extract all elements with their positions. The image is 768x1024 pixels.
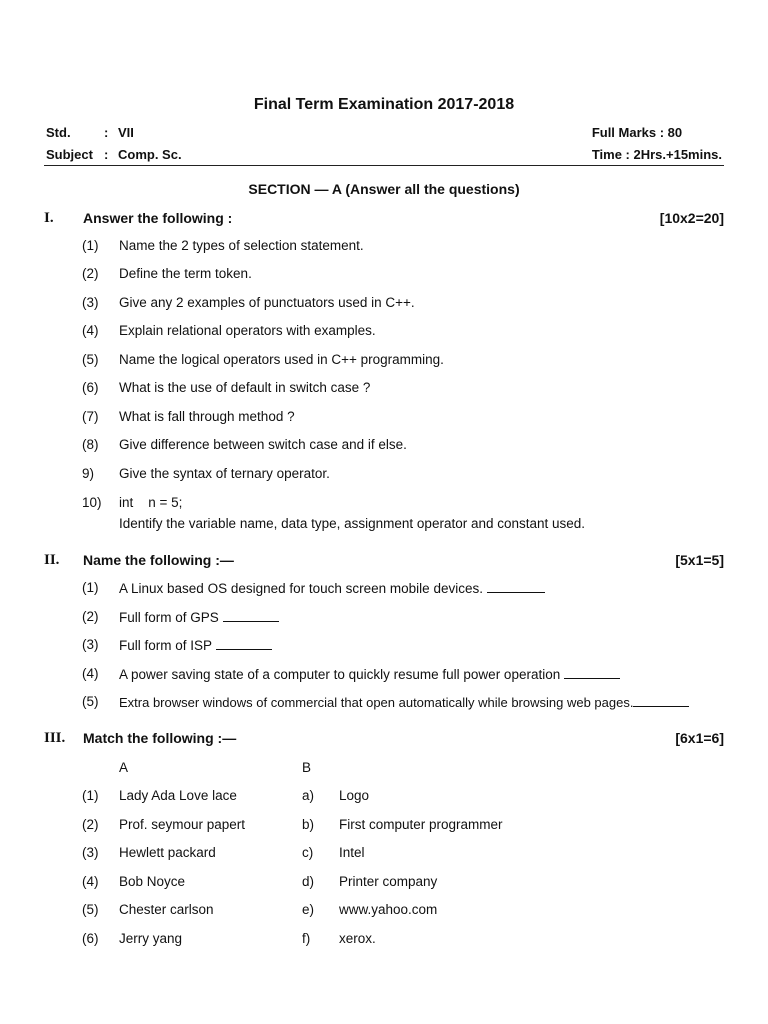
item-text: int n = 5; (119, 495, 183, 510)
item-number: (1) (82, 787, 99, 803)
question-1-item (82, 238, 364, 253)
item-text: What is the use of default in switch case ? (119, 380, 371, 395)
column-b-header: B (302, 759, 312, 775)
answer-blank (564, 666, 620, 679)
std-separator: : (104, 124, 109, 140)
item-text: Explain relational operators with examples. (119, 323, 376, 338)
match-row (82, 815, 503, 833)
question-2-item (82, 666, 620, 682)
question-1-item (82, 295, 415, 310)
column-b-entry: First computer programmer (339, 816, 503, 832)
exam-title: Final Term Examination 2017-2018 (253, 96, 515, 113)
question-1-marks: [10x2=20] (659, 210, 724, 226)
item-number: (5) (82, 901, 99, 917)
option-letter: a) (302, 787, 315, 803)
option-letter: b) (302, 816, 315, 832)
question-2-item (82, 637, 272, 653)
match-row (82, 786, 369, 804)
std-label: Std. (46, 124, 71, 140)
match-row (82, 843, 365, 861)
question-1-item (82, 323, 376, 338)
item-number: (3) (82, 844, 99, 860)
column-a-entry: Jerry yang (119, 930, 183, 946)
item-number: (1) (82, 580, 99, 595)
subject-separator: : (104, 146, 109, 162)
subject-row (46, 143, 182, 165)
column-b-entry: Printer company (339, 873, 438, 889)
column-b-entry: Intel (339, 844, 365, 860)
item-number: (2) (82, 609, 99, 624)
question-3-number: III. (44, 729, 66, 746)
item-text-wrap (119, 637, 272, 653)
header-divider (44, 165, 724, 166)
item-text: What is fall through method ? (119, 409, 295, 424)
item-number: (8) (82, 437, 99, 452)
item-text: Define the term token. (119, 266, 252, 281)
std-row (46, 121, 182, 143)
item-text: Give any 2 examples of punctuators used in C++. (119, 295, 415, 310)
match-row (82, 872, 437, 890)
column-a-entry: Prof. seymour papert (119, 816, 246, 832)
item-text-wrap (119, 580, 545, 596)
question-2-marks: [5x1=5] (675, 552, 724, 568)
std-value: VII (118, 124, 134, 140)
item-number: (6) (82, 930, 99, 946)
question-1-title: Answer the following : (83, 210, 233, 226)
question-2-heading (44, 550, 724, 570)
item-number: (6) (82, 380, 99, 395)
item-text-wrap (119, 666, 620, 682)
match-row (82, 900, 437, 918)
column-b-entry: xerox. (339, 930, 376, 946)
answer-blank (223, 609, 279, 622)
question-3-heading (44, 728, 724, 748)
item-number: (1) (82, 238, 99, 253)
question-1-item (82, 495, 182, 510)
question-1-item-continuation (119, 516, 585, 531)
column-b-entry: www.yahoo.com (339, 901, 438, 917)
subject-label: Subject (46, 146, 93, 162)
item-text: A Linux based OS designed for touch screen mobile devices. (119, 581, 483, 596)
item-number: (3) (82, 295, 99, 310)
column-a-header: A (119, 759, 129, 775)
question-1-item (82, 437, 407, 452)
question-1-number: I. (44, 209, 54, 226)
item-text-wrap (119, 609, 279, 625)
question-2-item (82, 580, 545, 596)
question-3-title: Match the following :— (83, 730, 237, 746)
section-title: SECTION — A (Answer all the questions) (248, 181, 520, 197)
column-a-entry: Hewlett packard (119, 844, 216, 860)
option-letter: d) (302, 873, 315, 889)
item-text: Extra browser windows of commercial that open automatically while browsing web pages. (119, 695, 634, 710)
item-text: Full form of ISP (119, 638, 212, 653)
item-number: (7) (82, 409, 99, 424)
item-text-wrap (119, 694, 689, 710)
item-number: 10) (82, 495, 102, 510)
item-number: (4) (82, 666, 99, 681)
match-row (82, 929, 376, 947)
column-b-entry: Logo (339, 787, 370, 803)
answer-blank (216, 637, 272, 650)
column-a-entry: Chester carlson (119, 901, 214, 917)
question-1-item (82, 409, 295, 424)
time-allowed: Time : 2Hrs.+15mins. (591, 146, 722, 162)
item-text: Identify the variable name, data type, assignment operator and constant used. (119, 516, 586, 531)
question-1-heading (44, 208, 724, 228)
answer-blank (487, 580, 545, 593)
item-number: (5) (82, 694, 99, 709)
question-2-number: II. (44, 551, 60, 568)
match-column-headers (82, 758, 311, 776)
option-letter: e) (302, 901, 315, 917)
answer-blank (633, 694, 689, 707)
item-text: Name the 2 types of selection statement. (119, 238, 364, 253)
header-right (592, 121, 722, 165)
item-text: Full form of GPS (119, 610, 219, 625)
item-number: (3) (82, 637, 99, 652)
question-2-title: Name the following :— (83, 552, 234, 568)
option-letter: c) (302, 844, 314, 860)
question-3-marks: [6x1=6] (675, 730, 724, 746)
item-text: A power saving state of a computer to quickly resume full power operation (119, 667, 561, 682)
header-left (46, 121, 182, 165)
item-text: Give difference between switch case and if else. (119, 437, 407, 452)
item-number: (2) (82, 816, 99, 832)
subject-value: Comp. Sc. (118, 146, 182, 162)
item-number: (4) (82, 323, 99, 338)
question-1-item (82, 352, 444, 367)
question-2-item (82, 609, 279, 625)
full-marks: Full Marks : 80 (591, 124, 683, 140)
item-text: Name the logical operators used in C++ programming. (119, 352, 444, 367)
column-a-entry: Bob Noyce (119, 873, 186, 889)
question-1-item (82, 466, 330, 481)
column-a-entry: Lady Ada Love lace (119, 787, 237, 803)
item-number: (5) (82, 352, 99, 367)
option-letter: f) (302, 930, 311, 946)
question-2-item (82, 694, 689, 710)
item-text: Give the syntax of ternary operator. (119, 466, 330, 481)
item-number: (2) (82, 266, 99, 281)
question-1-item (82, 266, 252, 281)
item-number: 9) (82, 466, 95, 481)
question-1-item (82, 380, 370, 395)
item-number: (4) (82, 873, 99, 889)
